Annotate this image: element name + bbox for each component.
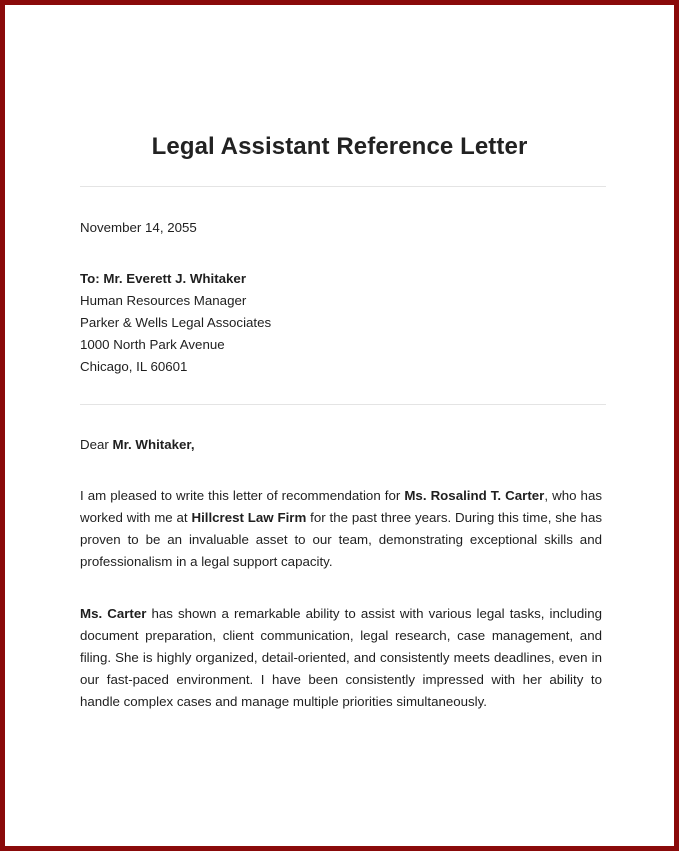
- greeting-prefix: Dear: [80, 437, 113, 452]
- body-paragraph-1: [80, 485, 602, 573]
- para1-text-3: for the past three years. During this time, she has proven to be an invaluable asset to our team, demonstrating exceptional skills and professionalism in a legal support capacity.: [80, 510, 602, 569]
- address-divider: [80, 404, 606, 405]
- recipient-to-line: To: Mr. Everett J. Whitaker: [80, 271, 247, 286]
- greeting: [80, 434, 602, 456]
- recipient-company: Parker & Wells Legal Associates: [80, 315, 272, 330]
- firm-name: Hillcrest Law Firm: [191, 510, 307, 525]
- recipient-street: 1000 North Park Avenue: [80, 337, 225, 352]
- letter-date: November 14, 2055: [80, 220, 197, 235]
- candidate-short-name: Ms. Carter: [80, 606, 147, 621]
- title-divider: [80, 186, 606, 187]
- candidate-name: Ms. Rosalind T. Carter: [404, 488, 545, 503]
- recipient-position: Human Resources Manager: [80, 293, 247, 308]
- letter-title: Legal Assistant Reference Letter: [151, 133, 528, 160]
- greeting-name: Mr. Whitaker,: [112, 437, 195, 452]
- recipient-block: [80, 268, 602, 378]
- para1-text-2: , who has worked with me at: [80, 488, 602, 525]
- body-paragraph-2: [80, 603, 602, 713]
- recipient-city: Chicago, IL 60601: [80, 359, 188, 374]
- para2-text-1: has shown a remarkable ability to assist with various legal tasks, including document preparation, client communication, legal research, case management, and filing. She is highly organized, detail-oriented, and consistently meets deadlines, even in our fast-paced environment. I have been consistently impressed with her ability to handle complex cases and manage multiple priorities simultaneously.: [80, 606, 602, 709]
- para1-text-1: I am pleased to write this letter of recommendation for: [80, 488, 405, 503]
